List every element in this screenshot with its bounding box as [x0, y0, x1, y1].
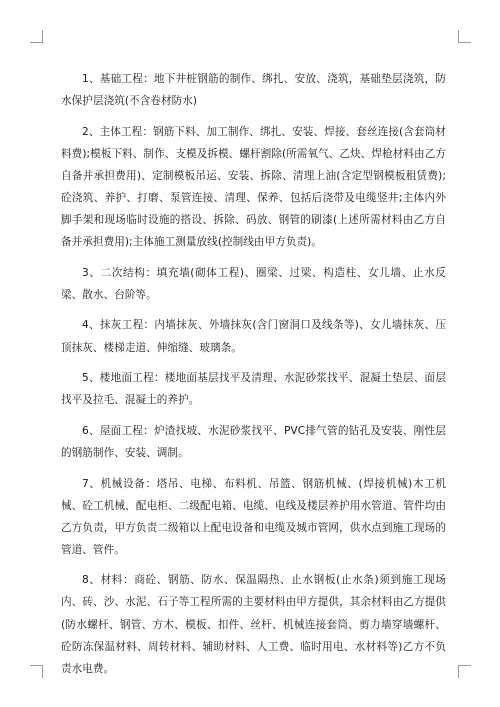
crop-mark-top-left: [30, 30, 43, 43]
document-body: [61, 68, 446, 688]
crop-mark-bottom-left: [30, 665, 43, 678]
crop-mark-top-right: [458, 30, 471, 43]
paragraph-plastering-works: 4、抹灰工程：内墙抹灰、外墙抹灰(含门窗洞口及线条等)、女儿墙抹灰、压顶抹灰、楼梯走道、伸缩缝、玻璃条。: [61, 319, 446, 354]
paragraph-materials: 8、材料：商砼、钢筋、防水、保温隔热、止水钢板(止水条)须到施工现场内、砖、沙、水泥、石子等工程所需的主要材料由甲方提供，其余材料由乙方提供(防水螺杆、钢管、方木、模板、扣件、丝杆、机械连接套筒、剪力墙穿墙螺杆、砼防冻保温材料、周转材料、辅助材料、人工费、临时用电、水材料等)乙方不负责水电费。: [61, 574, 446, 675]
paragraph-main-structure-works: 2、主体工程：钢筋下料、加工制作、绑扎、安装、焊接、套丝连接(含套筒材料费);模板下料、制作、支模及拆模、螺杆割除(所需氧气、乙炔、焊枪材料由乙方自备并承担费用)、定制模板吊运、安装、拆除、清理上油(含定型钢模板租赁费);砼浇筑、养护、打磨、泵管连接、清理、保养、包括后浇带及电缆竖井;主体内外脚手架和现场临时设施的搭设、拆除、码放、钢管的刷漆(上述所需材料由乙方自备并承担费用);主体施工测量放线(控制线由甲方负责)。: [61, 125, 446, 249]
paragraph-foundation-works: 1、基础工程：地下井桩钢筋的制作、绑扎、安放、浇筑，基础垫层浇筑，防水保护层浇筑(不含卷材防水): [61, 73, 446, 108]
paragraph-secondary-structure: 3、二次结构：填充墙(砌体工程)、圈梁、过梁、构造柱、女儿墙、止水反梁、散水、台阶等。: [61, 266, 446, 301]
crop-mark-bottom-right: [458, 665, 471, 678]
paragraph-roof-works: 6、屋面工程：炉渣找坡、水泥砂浆找平、PVC排气管的钻孔及安装、刚性层的钢筋制作、安装、调制。: [61, 424, 446, 459]
paragraph-floor-works: 5、楼地面工程：楼地面基层找平及清理、水泥砂浆找平、混凝土垫层、面层找平及拉毛、混凝土的养护。: [61, 372, 446, 407]
paragraph-machinery-equipment: 7、机械设备：塔吊、电梯、布料机、吊篮、钢筋机械、(焊接机械)木工机械、砼工机械、配电柜、二级配电箱、电缆、电线及楼层养护用水管道、管件均由乙方负责，甲方负责二级箱以上配电设备和电缆及城市管网，供水点到施工现场的管道、管件。: [61, 477, 446, 556]
